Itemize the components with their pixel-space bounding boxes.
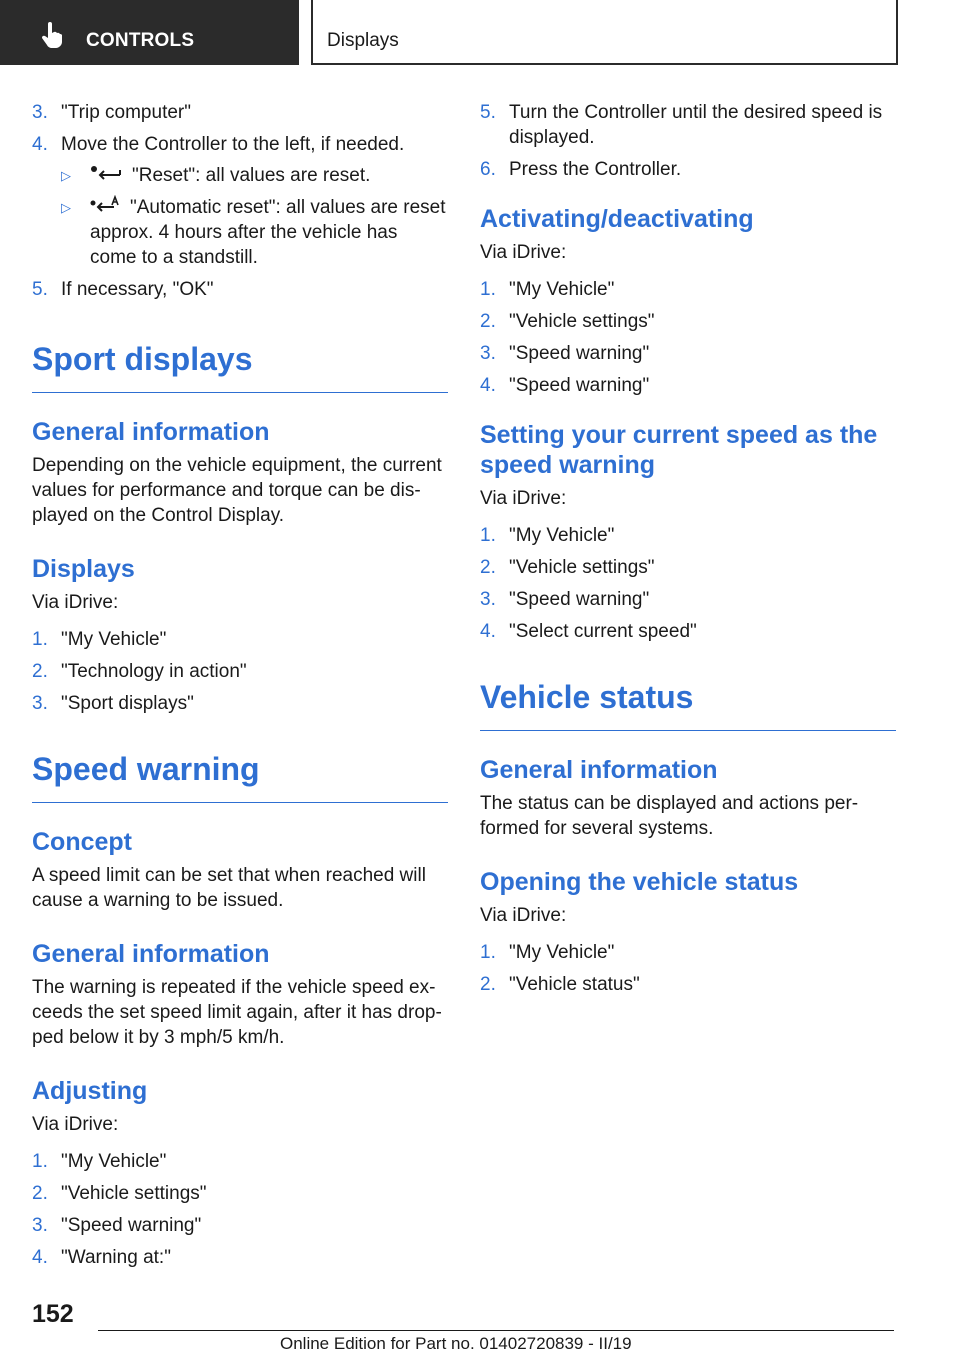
step-number: 4. — [480, 375, 496, 396]
list-item — [480, 157, 896, 182]
list-item — [480, 972, 896, 997]
step-number: 6. — [480, 159, 496, 180]
footer-divider — [98, 1330, 894, 1331]
page-header — [0, 0, 960, 66]
step-text: "My Vehicle" — [509, 525, 615, 546]
list-item — [32, 1181, 448, 1206]
chapter-tab-label: Displays — [327, 30, 399, 51]
step-text: Press the Controller. — [509, 159, 682, 180]
list-item — [480, 309, 896, 334]
step-number: 5. — [480, 102, 496, 123]
via-idrive-text: Via iDrive: — [480, 242, 567, 263]
step-number: 1. — [480, 525, 496, 546]
step-number: 4. — [480, 621, 496, 642]
list-item — [480, 555, 896, 580]
via-idrive-text: Via iDrive: — [32, 592, 119, 613]
step-number: 3. — [32, 693, 48, 714]
list-item — [480, 100, 896, 150]
step-text: "Technology in action" — [61, 661, 247, 682]
step-text: Move the Controller to the left, if needed. — [61, 134, 405, 155]
reset-icon — [90, 165, 122, 183]
step-text: "My Vehicle" — [509, 279, 615, 300]
list-item — [32, 1245, 448, 1270]
footer-edition-text: Online Edition for Part no. 01402720839 - II/19 — [280, 1334, 632, 1353]
step-text: "Vehicle status" — [509, 974, 640, 995]
paragraph: A speed limit can be set that when reached will cause a warning to be issued. — [32, 865, 426, 911]
step-text: "Select current speed" — [509, 621, 697, 642]
list-item — [32, 1213, 448, 1238]
step-text: "Speed warning" — [509, 343, 650, 364]
right-column — [480, 100, 896, 1004]
paragraph: The status can be displayed and actions per-formed for several systems. — [480, 793, 859, 839]
heading-opening-vehicle-status: Opening the vehicle status — [480, 868, 799, 896]
heading-concept: Concept — [32, 828, 132, 856]
section-title-sport-displays: Sport displays — [32, 340, 448, 393]
step-text: "My Vehicle" — [61, 629, 167, 650]
step-number: 3. — [480, 589, 496, 610]
list-item — [32, 627, 448, 652]
list-item — [480, 277, 896, 302]
step-text: "Speed warning" — [61, 1215, 202, 1236]
list-item — [480, 940, 896, 965]
list-item — [32, 277, 448, 302]
triangle-bullet-icon: ▷ — [61, 168, 71, 183]
list-item — [32, 100, 448, 125]
step-number: 1. — [480, 279, 496, 300]
step-text: If necessary, "OK" — [61, 279, 214, 300]
list-item — [480, 341, 896, 366]
step-text: "Vehicle settings" — [509, 311, 655, 332]
step-number: 2. — [32, 1183, 48, 1204]
left-column — [32, 100, 448, 1277]
list-item — [32, 691, 448, 716]
step-number: 1. — [32, 629, 48, 650]
adjusting-steps — [32, 1149, 448, 1270]
via-idrive-text: Via iDrive: — [480, 488, 567, 509]
step-number: 5. — [32, 279, 48, 300]
section-tab — [0, 0, 299, 65]
step-text: "Trip computer" — [61, 102, 191, 123]
current-speed-steps — [480, 523, 896, 644]
list-item — [32, 659, 448, 684]
chapter-tab — [311, 0, 898, 65]
activating-steps — [480, 277, 896, 398]
list-item — [480, 523, 896, 548]
list-item — [61, 195, 448, 270]
paragraph: The warning is repeated if the vehicle speed ex-ceeds the set speed limit again, after it has drop-ped below it by 3 mph/5 km/h. — [32, 977, 442, 1048]
heading-general-information: General information — [32, 418, 270, 446]
page-number: 152 — [32, 1300, 74, 1328]
step-text: "Speed warning" — [509, 375, 650, 396]
step-text: "Warning at:" — [61, 1247, 171, 1268]
sport-displays-steps — [32, 627, 448, 716]
step-text: "Speed warning" — [509, 589, 650, 610]
step-number: 3. — [480, 343, 496, 364]
heading-setting-current-speed: Setting your current speed as the speed warning — [480, 421, 878, 479]
step-number: 3. — [32, 1215, 48, 1236]
list-item — [480, 619, 896, 644]
via-idrive-text: Via iDrive: — [480, 905, 567, 926]
heading-general-information: General information — [32, 940, 270, 968]
step-number: 1. — [32, 1151, 48, 1172]
list-item — [32, 1149, 448, 1174]
step-text: Turn the Controller until the desired speed is displayed. — [509, 102, 883, 148]
list-item — [32, 132, 448, 270]
step-number: 2. — [480, 557, 496, 578]
step-number: 1. — [480, 942, 496, 963]
vehicle-status-steps — [480, 940, 896, 997]
step-text: "Vehicle settings" — [509, 557, 655, 578]
step-text: "Vehicle settings" — [61, 1183, 207, 1204]
list-item — [480, 373, 896, 398]
step-number: 3. — [32, 102, 48, 123]
sub-item-text: "Automatic reset": all values are reset approx. 4 hours after the vehicle has come to a standstill. — [90, 197, 446, 268]
step-number: 4. — [32, 134, 48, 155]
hand-pointer-icon — [40, 22, 64, 48]
step-text: "Sport displays" — [61, 693, 194, 714]
heading-general-information: General information — [480, 756, 718, 784]
section-title-speed-warning: Speed warning — [32, 750, 448, 803]
heading-activating-deactivating: Activating/deactivating — [480, 205, 754, 233]
triangle-bullet-icon: ▷ — [61, 200, 71, 215]
list-item — [61, 163, 448, 188]
paragraph: Depending on the vehicle equipment, the current values for performance and torque can be dis-played on the Control Display. — [32, 455, 442, 526]
list-item — [480, 587, 896, 612]
heading-adjusting: Adjusting — [32, 1077, 148, 1105]
step-text: "My Vehicle" — [61, 1151, 167, 1172]
section-title-vehicle-status: Vehicle status — [480, 678, 896, 731]
adjusting-steps-continued — [480, 100, 896, 182]
step-text: "My Vehicle" — [509, 942, 615, 963]
sub-item-text: "Reset": all values are reset. — [132, 165, 371, 186]
step-number: 2. — [480, 974, 496, 995]
trip-steps-list — [32, 100, 448, 302]
section-tab-label: CONTROLS — [86, 30, 195, 51]
automatic-reset-icon — [90, 195, 120, 215]
step-number: 2. — [32, 661, 48, 682]
via-idrive-text: Via iDrive: — [32, 1114, 119, 1135]
heading-displays: Displays — [32, 555, 135, 583]
reset-options-list — [61, 163, 448, 270]
step-number: 2. — [480, 311, 496, 332]
step-number: 4. — [32, 1247, 48, 1268]
